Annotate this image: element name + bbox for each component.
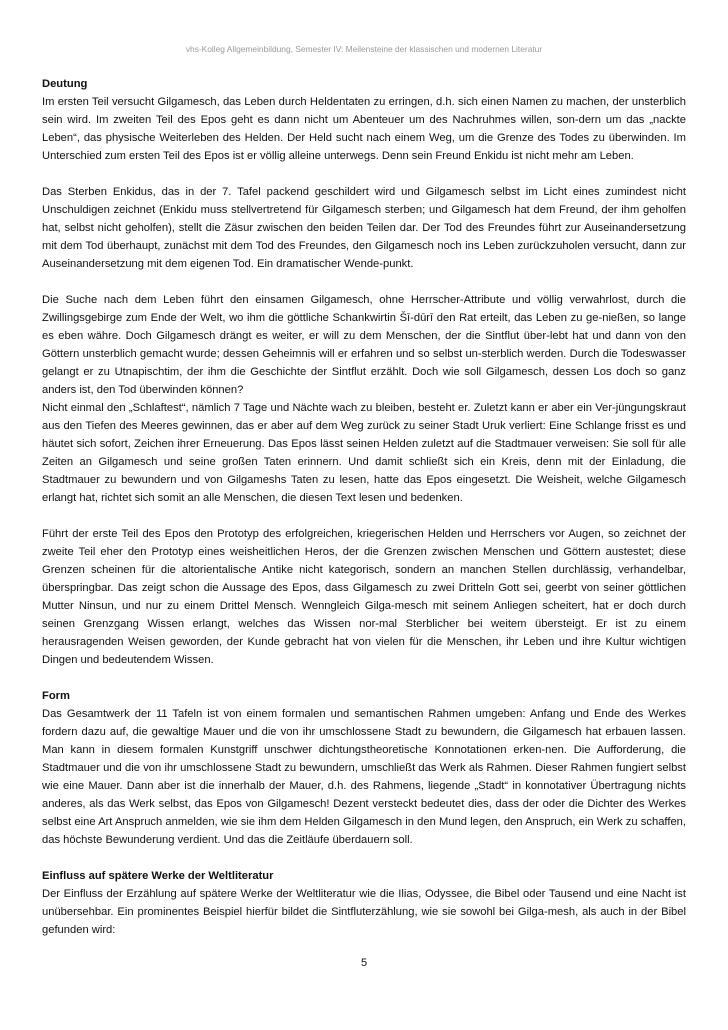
section-form — [42, 687, 686, 849]
paragraph: Das Gesamtwerk der 11 Tafeln ist von einem formalen und semantischen Rahmen umgeben: Anfang und Ende des Werkes fordern dazu auf, die gewaltige Mauer und die von ihr umschlossene Stadt zu bewundern, die Gilgamesch hat erbauen lassen. Man kann in diesem formalen Kunstgriff unschwer dichtungstheoretische Konnotationen erken-nen. Die Aufforderung, die Stadtmauer und die von ihr umschlossene Stadt zu bewundern, umschließt das Werk als Rahmen. Dieser Rahmen fungiert selbst wie eine Mauer. Dann aber ist die innerhalb der Mauer, d.h. des Rahmens, liegende „Stadt“ in konnotativer Übertragung nichts anderes, als das Werk selbst, das Epos von Gilgamesch! Dezent versteckt bedeutet dies, dass der oder die Dichter des Werkes selbst eine Art Anspruch anmelden, wie sie ihm dem Helden Gilgamesch in den Mund legen, den Anspruch, ein Werk zu schaffen, das höchste Bewunderung verdient. Und das die Zeitläufe überdauern soll. — [42, 708, 686, 846]
paragraph: Führt der erste Teil des Epos den Prototyp des erfolgreichen, kriegerischen Helden und Herrschers vor Augen, so zeichnet der zweite Teil eher den Prototyp eines weisheitlichen Heros, der die Grenzen zwischen Menschen und Göttern austestet; diese Grenzen scheinen für die altorientalische Antike nicht kategorisch, sondern an manchen Stellen durchlässig, verhandelbar, überspringbar. Das zeigt schon die Aussage des Epos, dass Gilgamesch zu zwei Dritteln Gott sei, geerbt von seiner göttlichen Mutter Ninsun, und nur zu einem Drittel Mensch. Wenngleich Gilga-mesch mit seinem Anliegen scheitert, hat er doch durch seinen Grenzgang Wissen erlangt, welches das Wissen nor-mal Sterblicher bei weitem übersteigt. Er ist zu einem herausragenden Weisen geworden, der Kunde gebracht hat von vielen für die Menschen, ihr Leben und ihre Kultur wichtigen Dingen und bedeutendem Wissen. — [42, 528, 686, 666]
document-body — [42, 75, 686, 939]
section-deutung — [42, 75, 686, 669]
section-heading: Form — [42, 690, 70, 702]
paragraph: Der Einfluss der Erzählung auf spätere Werke der Weltliteratur wie die Ilias, Odyssee, die Bibel oder Tausend und eine Nacht ist unübersehbar. Ein prominentes Beispiel hierfür bildet die Sintfluterzählung, wie sie sowohl bei Gilga-mesh, als auch in der Bibel gefunden wird: — [42, 888, 686, 936]
running-header: vhs-Kolleg Allgemeinbildung, Semester IV: Meilensteine der klassischen und modernen Literatur — [185, 44, 543, 54]
section-einfluss — [42, 867, 686, 939]
page-number: 5 — [360, 957, 368, 969]
paragraph: Das Sterben Enkidus, das in der 7. Tafel packend geschildert wird und Gilgamesch selbst im Licht eines zumindest nicht Unschuldigen zeichnet (Enkidu muss stellvertretend für Gilgamesch sterben; und Gilgamesch hat dem Freund, der ihm geholfen hat, selbst nicht geholfen), stellt die Zäsur zwischen den beiden Teilen dar. Der Tod des Freundes führt zur Auseinandersetzung mit dem Tod überhaupt, zunächst mit dem Tod des Freundes, den Gilgamesch noch ins Leben zurückzuholen versucht, dann zur Auseinandersetzung mit dem eigenen Tod. Ein dramatischer Wende-punkt. — [42, 186, 686, 270]
paragraph: Im ersten Teil versucht Gilgamesch, das Leben durch Heldentaten zu erringen, d.h. sich einen Namen zu machen, der unsterblich sein wird. Im zweiten Teil des Epos geht es dann nicht um Abenteuer um des Nachruhmes willen, son-dern um das „nackte Leben“, das physische Weiterleben des Helden. Der Held sucht nach einem Weg, um die Grenze des Todes zu überwinden. Im Unterschied zum ersten Teil des Epos ist er völlig alleine unterwegs. Denn sein Freund Enkidu ist nicht mehr am Leben. — [42, 96, 686, 162]
section-heading: Einfluss auf spätere Werke der Weltliteratur — [42, 870, 274, 882]
section-heading: Deutung — [42, 78, 88, 90]
paragraph: Die Suche nach dem Leben führt den einsamen Gilgamesch, ohne Herrscher-Attribute und völlig verwahrlost, durch die Zwillingsgebirge zum Ende der Welt, wo ihm die göttliche Schankwirtin Šī-dūrī den Rat erteilt, das Leben zu ge-nießen, so lange es eben währe. Doch Gilgamesch drängt es weiter, er will zu dem Menschen, der die Sintflut über-lebt hat und dann von den Göttern unsterblich gemacht wurde; dessen Geheimnis will er erfahren und so selbst un-sterblich werden. Durch die Todeswasser gelangt er zu Utnapischtim, der ihm die Geschichte der Sintflut erzählt. Doch wie soll Gilgamesch, dessen Los doch so ganz anders ist, den Tod überwinden können? Nicht einmal den „Schlaftest“, nämlich 7 Tage und Nächte wach zu bleiben, besteht er. Zuletzt kann er aber ein Ver-jüngungskraut aus den Tiefen des Meeres gewinnen, das er aber auf dem Weg zurück zu seiner Stadt Uruk verliert: Eine Schlange frisst es und häutet sich sofort, Zeichen ihrer Erneuerung. Das Epos lässt seinen Helden zuletzt auf die Stadtmauer verweisen: Sie soll für alle Zeiten an Gilgamesch und seine großen Taten erinnern. Und damit schließt sich ein Kreis, denn mit der Einladung, die Stadtmauer zu bewundern und von Gilgameshs Taten zu lesen, hatte das Epos eingesetzt. Die Weisheit, welche Gilgamesch erlangt hat, richtet sich somit an alle Menschen, die diesen Text lesen und bedenken. — [42, 294, 686, 504]
